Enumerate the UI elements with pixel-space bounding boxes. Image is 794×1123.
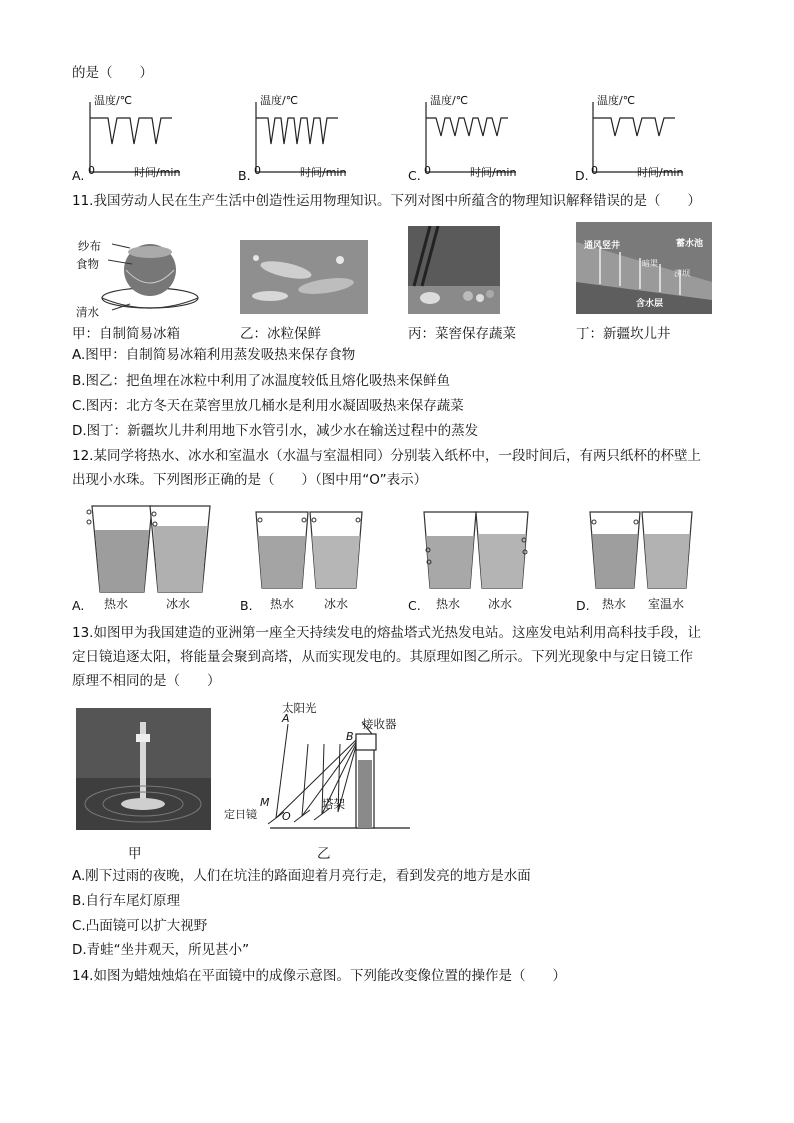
q13-stem-line2: 定日镜追逐太阳，将能量会聚到高塔，从而实现发电的。其原理如图乙所示。下列光现象中与定日镜工作 [72, 649, 693, 665]
cups-a-right-label: 冰水 [166, 597, 191, 611]
cups-d-right-label: 室温水 [648, 597, 685, 611]
graph-d-xlabel: 时间/min [637, 166, 684, 179]
graph-c-origin: 0 [424, 164, 431, 177]
fig-solar-tower-photo [76, 708, 211, 830]
q11-option-c: C.图丙：北方冬天在菜窖里放几桶水是利用水凝固吸热来保存蔬菜 [72, 398, 464, 414]
q11-option-a: A.图甲：自制简易冰箱利用蒸发吸热来保存食物 [72, 347, 356, 363]
fish-ice-illustration [240, 240, 368, 314]
cups-c-illustration [408, 500, 558, 600]
graph-b-xlabel: 时间/min [300, 166, 347, 179]
cups-a-illustration [72, 500, 222, 600]
q12-stem-line2: 出现小水珠。下列图形正确的是（ ）（图中用“O”表示） [72, 472, 428, 488]
label-reservoir: 蓄水池 [676, 239, 704, 249]
cups-b-illustration [240, 500, 390, 600]
label-canal: 暗渠 [642, 259, 658, 268]
q13-option-c: C.凸面镜可以扩大视野 [72, 918, 208, 934]
q14-stem: 14.如图为蜡烛烛焰在平面镜中的成像示意图。下列能改变像位置的操作是（ ） [72, 968, 566, 984]
cups-option-b [240, 500, 390, 615]
graph-d-letter: D. [575, 168, 589, 183]
fig-fish-ice-photo [240, 240, 368, 314]
cups-option-c [408, 500, 558, 615]
cups-b-right-label: 冰水 [324, 597, 349, 611]
graph-c-letter: C. [408, 168, 421, 183]
graph-a-ylabel: 温度/℃ [94, 94, 133, 107]
q11-option-b: B.图乙：把鱼埋在冰粒中利用了冰温度较低且熔化吸热来保鲜鱼 [72, 373, 451, 389]
label-sunlight: 太阳光 [282, 701, 317, 715]
q11-option-d: D.图丁：新疆坎儿井利用地下水管引水，减少水在输送过程中的蒸发 [72, 423, 479, 439]
cups-c-right-label: 冰水 [488, 597, 513, 611]
q13-stem-line3: 原理不相同的是（ ） [72, 673, 221, 689]
caption-fig-jia: 甲 [128, 846, 142, 862]
caption-yi: 乙：冰粒保鲜 [240, 326, 321, 342]
solar-tower-illustration [76, 708, 211, 830]
label-point-o: O [282, 810, 291, 823]
fig-homemade-fridge [72, 226, 202, 322]
q12-stem-line1: 12.某同学将热水、冰水和室温水（水温与室温相同）分别装入纸杯中，一段时间后，有两只纸杯的杯壁上 [72, 448, 701, 464]
graph-b-letter: B. [238, 168, 251, 183]
fig-cellar-photo [408, 226, 500, 314]
label-tower: 塔架 [322, 797, 345, 811]
graph-option-d [575, 92, 685, 184]
graph-option-b [238, 92, 348, 184]
graph-a-xlabel: 时间/min [134, 166, 181, 179]
label-heliostat: 定日镜 [224, 808, 257, 821]
cups-option-a [72, 500, 222, 615]
fig-karez-diagram [576, 222, 712, 314]
label-point-m: M [260, 796, 270, 809]
graph-c-ylabel: 温度/℃ [430, 94, 469, 107]
cups-c-left-label: 热水 [436, 597, 461, 611]
cups-b-letter: B. [240, 598, 253, 613]
label-aquifer: 含水层 [636, 299, 664, 309]
graph-option-c [408, 92, 518, 184]
cups-d-left-label: 热水 [602, 597, 627, 611]
graph-b-origin: 0 [254, 164, 261, 177]
q13-option-a: A.刚下过雨的夜晚，人们在坑洼的路面迎着月亮行走，看到发亮的地方是水面 [72, 868, 531, 884]
caption-fig-yi: 乙 [317, 846, 331, 862]
cups-b-left-label: 热水 [270, 597, 295, 611]
label-water: 清水 [76, 305, 99, 319]
graph-d-ylabel: 温度/℃ [597, 94, 636, 107]
q11-stem: 11.我国劳动人民在生产生活中创造性运用物理知识。下列对图中所蕴含的物理知识解释错误的是（ ） [72, 193, 701, 209]
label-receiver: 接收器 [362, 717, 397, 731]
cups-a-letter: A. [72, 598, 85, 613]
label-shaft: 通风竖井 [584, 241, 621, 251]
cups-a-left-label: 热水 [104, 597, 129, 611]
caption-bing: 丙：菜窖保存蔬菜 [408, 326, 516, 342]
caption-jia: 甲：自制简易冰箱 [72, 326, 180, 342]
cups-d-illustration [576, 500, 726, 600]
graph-c-xlabel: 时间/min [470, 166, 517, 179]
q13-stem-line1: 13.如图甲为我国建造的亚洲第一座全天持续发电的熔盐塔式光热发电站。这座发电站利用高科技手段，让 [72, 625, 701, 641]
q10-stem-tail: 的是（ ） [72, 65, 153, 81]
graph-a-origin: 0 [88, 164, 95, 177]
cups-c-letter: C. [408, 598, 421, 613]
cellar-illustration [408, 226, 500, 314]
graph-a-letter: A. [72, 168, 85, 183]
label-food: 食物 [76, 257, 99, 271]
cups-option-d [576, 500, 726, 615]
cups-d-letter: D. [576, 598, 590, 613]
graph-b-ylabel: 温度/℃ [260, 94, 299, 107]
graph-d-origin: 0 [591, 164, 598, 177]
caption-ding: 丁：新疆坎儿井 [576, 326, 671, 342]
q13-option-b: B.自行车尾灯原理 [72, 893, 181, 909]
q13-option-d: D.青蛙“坐井观天，所见甚小” [72, 942, 250, 958]
label-point-a: A [282, 712, 290, 725]
label-point-b: B [346, 730, 354, 743]
fig-heliostat-diagram [222, 700, 412, 830]
label-gauze: 纱布 [78, 239, 101, 253]
label-pond: 涝坝 [674, 269, 690, 278]
graph-option-a [72, 92, 182, 184]
